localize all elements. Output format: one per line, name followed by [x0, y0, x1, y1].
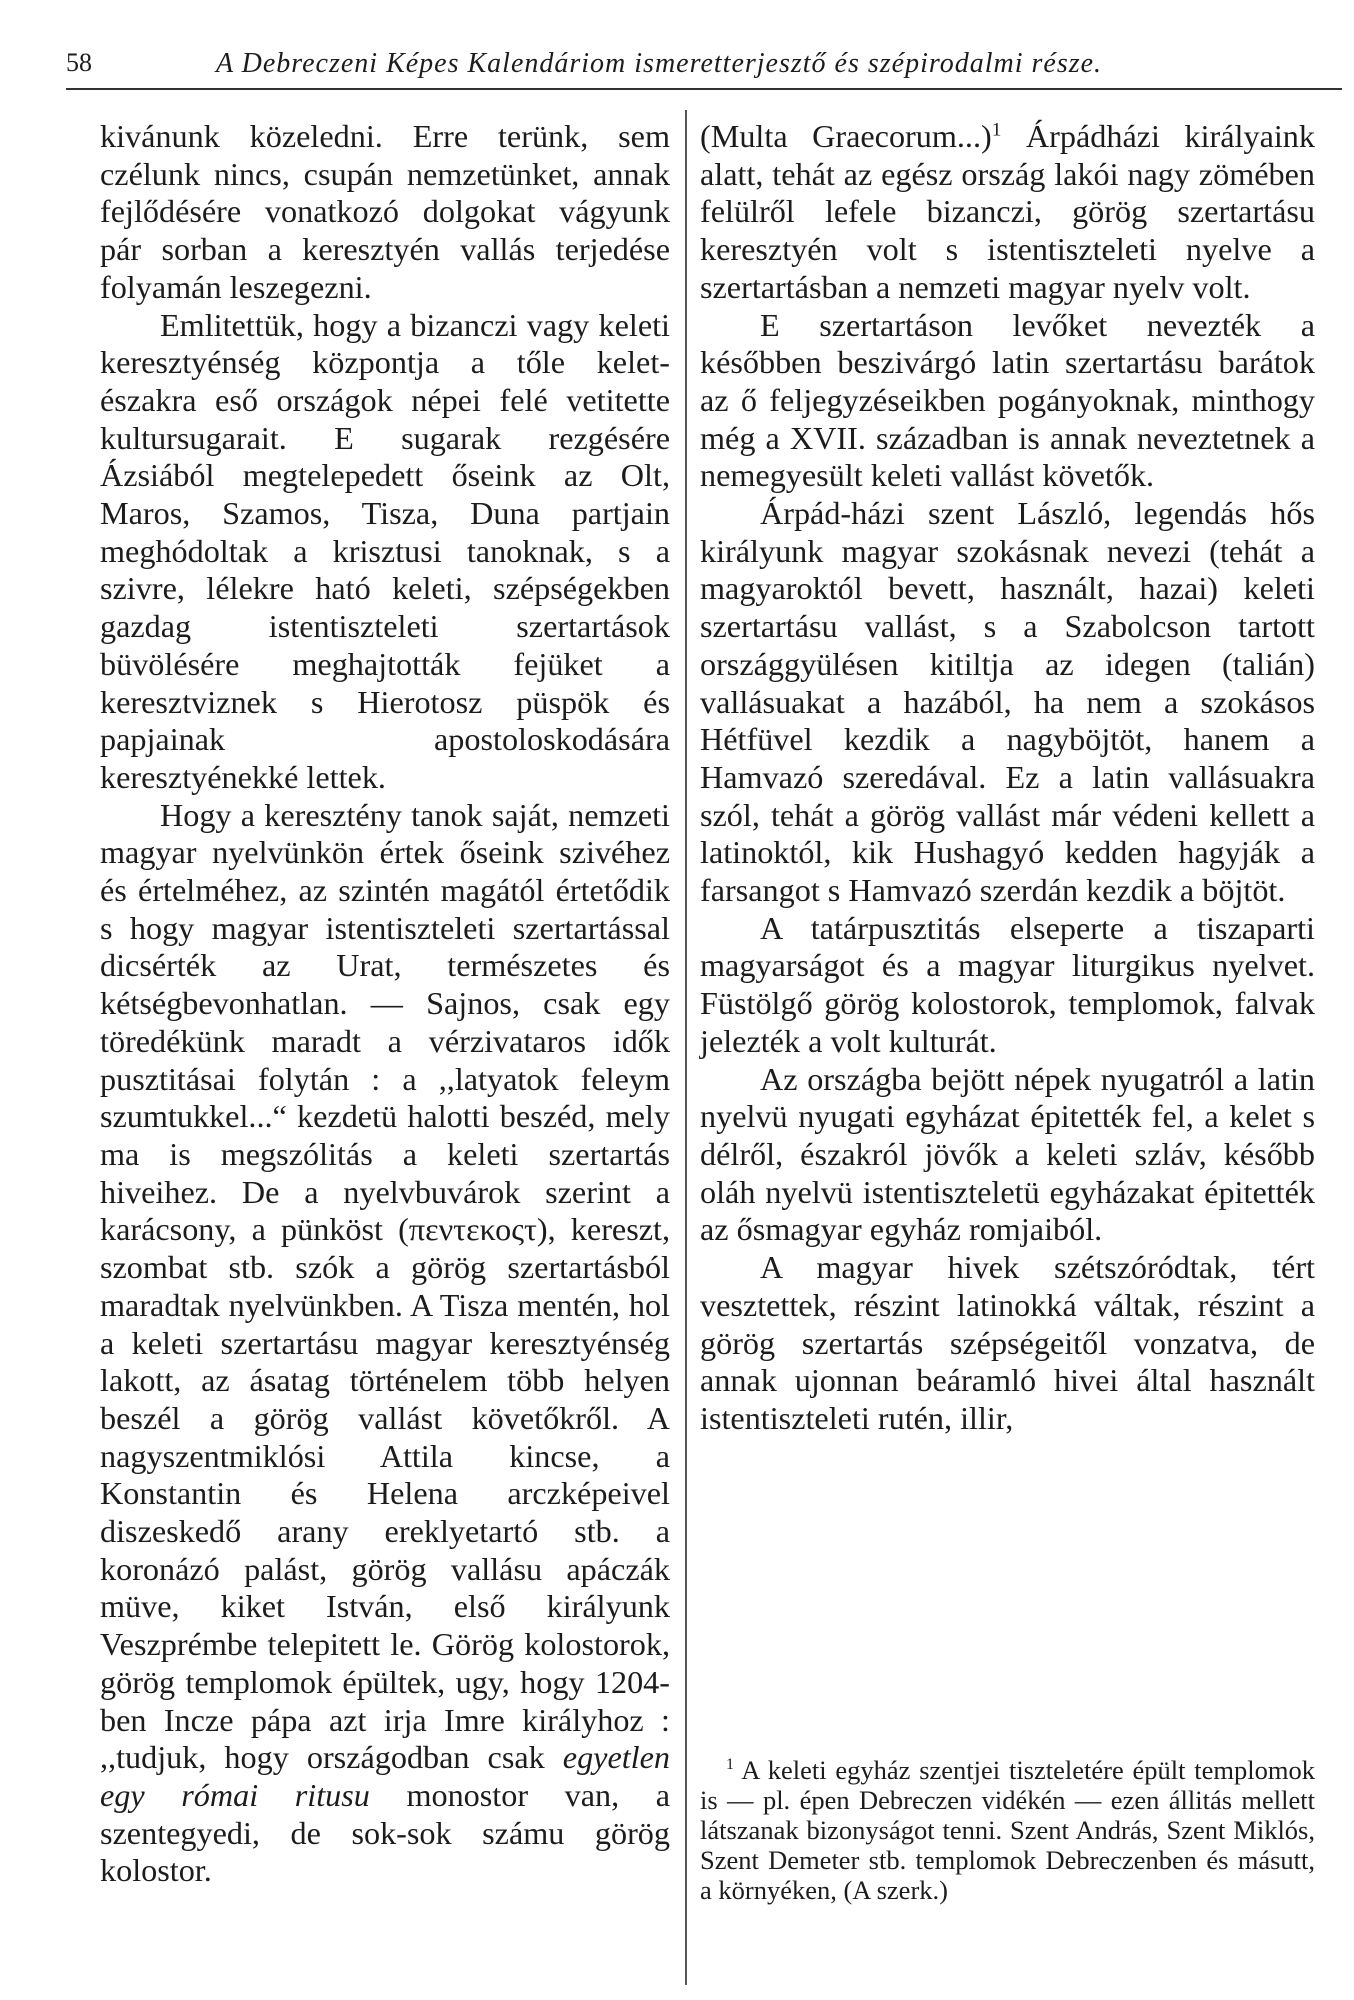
left-paragraph-3-italic: egyetlen egy római ritusu: [100, 1739, 670, 1813]
right-paragraph-2: E szertartáson levőket nevezték a későbben beszivárgó latin szertartásu barátok az ő feljegyzéseikben pogányoknak, minthogy még a XVII. században is annak neveztetnek a nemegyesült keleti vallást követők.: [700, 306, 1315, 494]
right-column: [700, 118, 1315, 1438]
page-number: 58: [66, 48, 92, 77]
left-paragraph-3-text-b: monostor van, a szentegyedi, de sok-sok számu görög kolostor.: [100, 1776, 670, 1889]
footnote-text: A keleti egyház szentjei tiszteletére épült templomok is — pl. épen Debreczen vidékén — ezen állitás mellett látszanak bizonyságot tenni. Szent András, Szent Miklós, Szent Demeter stb. templomok Debreczenben és másutt, a környéken, (A szerk.): [700, 1755, 1315, 1905]
right-paragraph-1-text-a: (Multa Graecorum...): [700, 118, 992, 154]
left-paragraph-3-text-a: Hogy a keresztény tanok saját, nemzeti magyar nyelvünkön értek őseink szivéhez és értelméhez, az szintén magától értetődik s hogy magyar istentiszteleti szertartással dicsérték az Urat, természetes és kétségbevonhatlan. — Sajnos, csak egy töredékünk maradt a vérzivataros idők pusztitásai folytán : a ,,latyatok feleym szumtukkel...“ kezdetü halotti beszéd, mely ma is megszólitás a keleti szertartás hiveihez. De a nyelvbuvárok szerint a karácsony, a pünköst (πεντεκοςτ), kereszt, szombat stb. szók a görög szertartásból maradtak nyelvünkben. A Tisza mentén, hol a keleti szertartásu magyar keresztyénség lakott, az ásatag történelem több helyen beszél a görög vallást követőkről. A nagyszentmiklósi Attila kincse, a Konstantin és Helena arczképeivel diszeskedő arany ereklyetartó stb. a koronázó palást, görög vallásu apáczák müve, kiket István, első királyunk Veszprémbe telepitett le. Görög kolostorok, görög templomok épültek, ugy, hogy 1204-ben Incze pápa azt irja Imre királyhoz : ,,tudjuk, hogy országodban csak: [100, 796, 670, 1776]
right-paragraph-1: [700, 118, 1315, 307]
column-divider: [685, 110, 687, 1985]
right-paragraph-6: A magyar hivek szétszóródtak, tért vesztettek, részint latinokká váltak, részint a görög szertartás szépségeitől vonzatva, de annak ujonnan beáramló hivei által használt istentiszteleti rutén, illir,: [700, 1249, 1315, 1436]
left-paragraph-2: Emlitettük, hogy a bizanczi vagy keleti keresztyénség központja a tőle kelet-északra eső országok népei felé vetitette kultursugarait. E sugarak rezgésére Ázsiából megtelepedett őseink az Olt, Maros, Szamos, Tisza, Duna partjain meghódoltak a krisztusi tanoknak, s a szivre, lélekre ható keleti, szépségekben gazdag istentiszteleti szertartások büvölésére meghajtották fejüket a keresztviznek s Hierotosz püspök és papjainak apostoloskodására keresztyénekké lettek.: [100, 306, 670, 795]
right-paragraph-1-text-b: Árpádházi királyaink alatt, tehát az egész ország lakói nagy zömében felülről lefele bizanczi, görög szertartásu keresztyén volt s istentiszteleti nyelve a szertartásban a nemzeti magyar nyelv volt.: [700, 118, 1315, 305]
header-rule: [66, 88, 1342, 90]
right-paragraph-5: Az országba bejött népek nyugatról a latin nyelvü nyugati egyházat épitették fel, a kelet s délről, északról jövők a keleti szláv, később oláh nyelvü istentiszteletü egyházakat épitették az ősmagyar egyház romjaiból.: [700, 1060, 1315, 1248]
left-column: [100, 118, 670, 1890]
left-paragraph-3: [100, 797, 670, 1890]
footnote-paragraph: [700, 1755, 1315, 1905]
page-header: [66, 48, 1342, 88]
left-paragraph-1: kivánunk közeledni. Erre terünk, sem czélunk nincs, csupán nemzetünket, annak fejlődésére vonatkozó dolgokat vágyunk pár sorban a keresztyén vallás terjedése folyamán leszegezni.: [100, 118, 670, 305]
footnote: [700, 1755, 1315, 1905]
right-paragraph-3: Árpád-házi szent László, legendás hős királyunk magyar szokásnak nevezi (tehát a magyaroktól bevett, használt, hazai) keleti szertartásu vallást, s a Szabolcson tartott országgyülésen kitiltja az idegen (talián) vallásuakat a hazából, ha nem a szokásos Hétfüvel kezdik a nagyböjtöt, hanem a Hamvazó szeredával. Ez a latin vallásuakra szól, tehát a görög vallást már védeni kellett a latinoktól, kik Hushagyó kedden hagyják a farsangot s Hamvazó szerdán kezdik a böjtöt.: [700, 495, 1315, 909]
footnote-marker: 1: [726, 1756, 734, 1774]
footnote-reference: 1: [991, 119, 1002, 141]
running-title: A Debreczeni Képes Kalendáriom ismeretterjesztő és szépirodalmi része.: [216, 48, 1103, 79]
right-paragraph-4: A tatárpusztitás elseperte a tiszaparti magyarságot és a magyar liturgikus nyelvet. Füstölgő görög kolostorok, templomok, falvak jelezték a volt kulturát.: [700, 909, 1315, 1059]
